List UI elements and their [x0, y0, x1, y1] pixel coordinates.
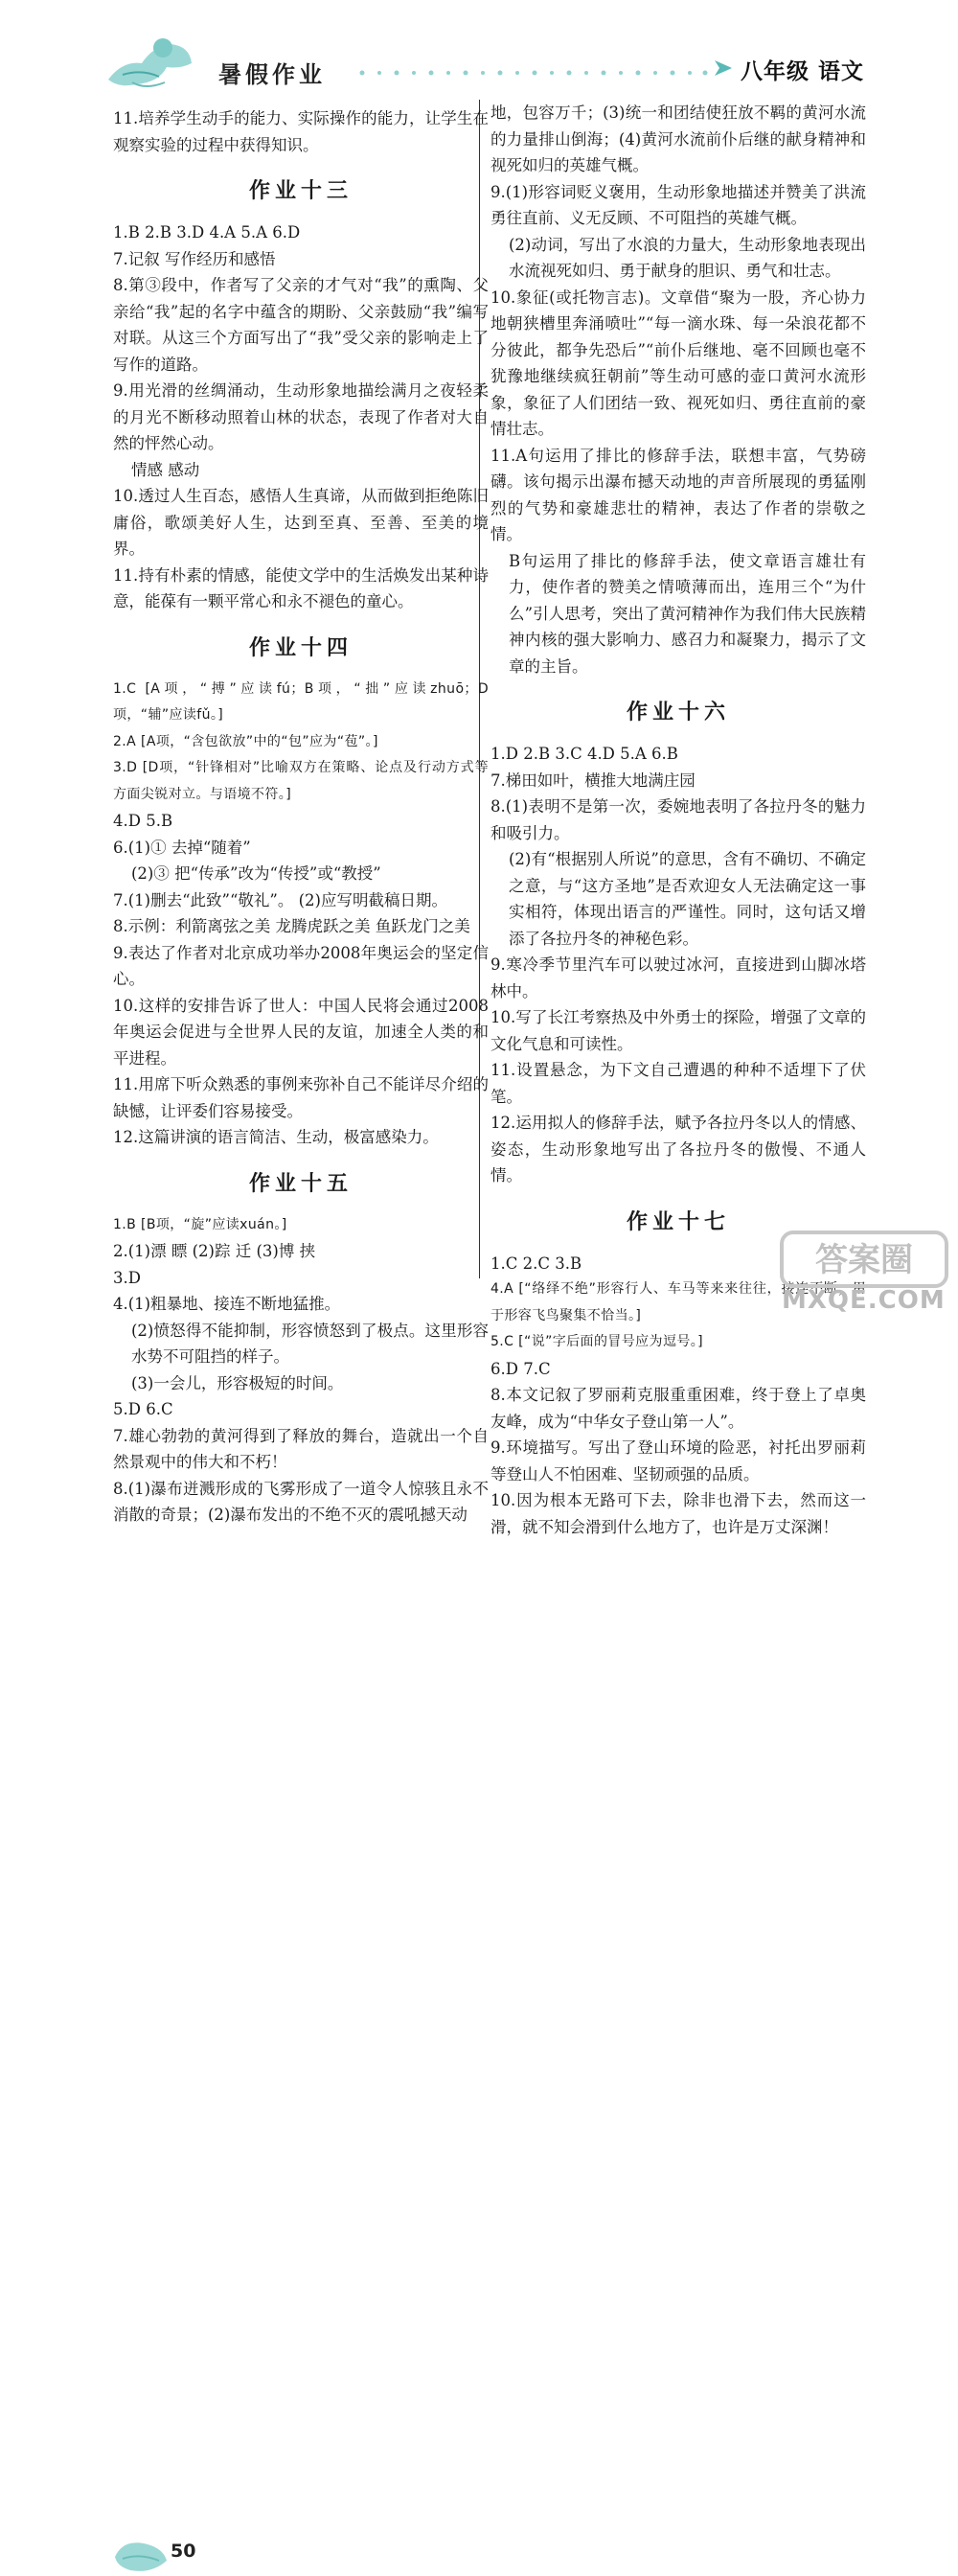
answer-line: 1.C 2.C 3.B [490, 1254, 582, 1273]
answer-line: 1.B 2.B 3.D 4.A 5.A 6.D [113, 223, 301, 242]
answer-line: 6.(1)① 去掉“随着” [113, 838, 251, 857]
answer-line: 7.(1)删去“此致”“敬礼”。 (2)应写明截稿日期。 [113, 890, 447, 909]
answer-line: 4.D 5.B [113, 812, 173, 830]
answer-line: 9.用光滑的丝绸涌动，生动形象地描绘满月之夜轻柔的月光不断移动照着山林的状态，表现了作者对大自然的怦然心动。 [113, 381, 489, 452]
watermark-text: 答案圈 [815, 1241, 913, 1279]
answer-line: 10.因为根本无路可下去，除非也滑下去，然而这一滑，就不知会滑到什么地方了，也许是万丈深渊！ [490, 1491, 866, 1536]
answer-line: 4.A [“络绎不绝”形容行人、车马等来来往往，接连不断，用于形容飞鸟聚集不恰当。] [490, 1281, 866, 1323]
answer-line: 9.表达了作者对北京成功举办2008年奥运会的坚定信心。 [113, 943, 489, 988]
answer-line: 8.本文记叙了罗丽莉克服重重困难，终于登上了卓奥友峰，成为“中华女子登山第一人”。 [490, 1386, 866, 1431]
answer-line: 7.雄心勃勃的黄河得到了释放的舞台，造就出一个自然景观中的伟大和不朽！ [113, 1426, 489, 1471]
answer-line: 情感 感动 [131, 460, 200, 479]
answer-line: 5.C [“说”字后面的冒号应为逗号。] [490, 1334, 704, 1349]
answer-line: 8.第③段中，作者写了父亲的才气对“我”的熏陶、父亲给“我”起的名字中蕴含的期盼、父亲鼓励“我”编写对联。从这三个方面写出了“我”受父亲的影响走上了写作的道路。 [113, 276, 489, 374]
answer-line: 6.D 7.C [490, 1359, 551, 1378]
answer-line: 5.D 6.C [113, 1400, 173, 1418]
answer-line: 8.(1)瀑布迸溅形成的飞雾形成了一道令人惊骇且永不消散的奇景；(2)瀑布发出的不绝不灭的震吼撼天动 [113, 1479, 489, 1524]
answer-line: (2)有“根据别人所说”的意思，含有不确切、不确定之意，与“这方圣地”是否欢迎女人无法确定这一事实相符，体现出语言的严谨性。同时，这句话又增添了各拉丹冬的神秘色彩。 [509, 850, 866, 948]
answer-line: 3.D [D项，“针锋相对”比喻双方在策略、论点及行动方式等方面尖锐对立。与语境不符。] [113, 760, 489, 802]
page-number: 50 [171, 2541, 196, 2562]
answer-line: 11.培养学生动手的能力、实际操作的能力，让学生在观察实验的过程中获得知识。 [113, 109, 489, 154]
answer-line: 地，包容万千；(3)统一和团结使狂放不羁的黄河水流的力量排山倒海；(4)黄河水流前仆后继的献身精神和视死如归的英雄气概。 [490, 104, 866, 174]
answer-line: (2)动词，写出了水浪的力量大，生动形象地表现出水流视死如归、勇于献身的胆识、勇气和壮志。 [509, 235, 866, 280]
answer-line: 7.记叙 写作经历和感悟 [113, 249, 276, 268]
answer-line: 10.透过人生百态，感悟人生真谛，从而做到拒绝陈旧庸俗，歌颂美好人生，达到至真、至善、至美的境界。 [113, 487, 489, 558]
answer-line: 9.寒冷季节里汽车可以驶过冰河，直接进到山脚冰塔林中。 [490, 955, 866, 1000]
answer-line: 10.象征(或托物言志)。文章借“聚为一股，齐心协力地朝狭槽里奔涌喷吐”“每一滴水珠、每一朵浪花都不分彼此，都争先恐后”“前仆后继地、毫不回顾也毫不犹豫地继续疯狂朝前”等生动可感的壶口黄河水流形象，象征了人们团结一致、视死如归、勇往直前的豪情壮志。 [490, 288, 866, 438]
decorative-leaf-icon [113, 2538, 171, 2576]
answer-line: 11.持有朴素的情感，能使文学中的生活焕发出某种诗意，能葆有一颗平常心和永不褪色的童心。 [113, 565, 489, 610]
answer-line: 12.这篇讲演的语言简洁、生动，极富感染力。 [113, 1128, 439, 1146]
answer-line: 12.运用拟人的修辞手法，赋予各拉丹冬以人的情感、姿态，生动形象地写出了各拉丹冬的傲慢、不通人情。 [490, 1114, 866, 1184]
section-heading: 作业十六 [626, 701, 730, 724]
right-column [490, 100, 866, 1540]
answer-line: (2)③ 把“传承”改为“传授”或“教授” [131, 864, 381, 883]
answer-line: 2.(1)漂 瞟 (2)踪 迁 (3)博 挟 [113, 1242, 316, 1260]
answer-line: B句运用了排比的修辞手法，使文章语言雄壮有力，使作者的赞美之情喷薄而出，连用三个“为什么”引人思考，突出了黄河精神作为我们伟大民族精神内核的强大影响力、感召力和凝聚力，揭示了文章的主旨。 [509, 551, 866, 676]
section-heading: 作业十七 [626, 1209, 730, 1234]
workbook-title: 暑假作业 [218, 60, 326, 88]
answer-line: (3)一会儿，形容极短的时间。 [131, 1373, 344, 1392]
answer-line: 1.C [A项，“搏”应读fú；B项，“拙”应读zhuō；D项，“辅”应读fǔ。] [113, 680, 489, 723]
answer-line: 1.D 2.B 3.C 4.D 5.A 6.B [490, 745, 678, 763]
answer-line: 1.B [B项，“旋”应读xuán。] [113, 1216, 287, 1232]
cartoon-logo-icon [103, 27, 199, 94]
answer-line: 11.用席下听众熟悉的事例来弥补自己不能详尽介绍的缺憾，让评委们容易接受。 [113, 1075, 489, 1120]
answer-line: 9.环境描写。写出了登山环境的险恶，衬托出罗丽莉等登山人不怕困难、坚韧顽强的品质。 [490, 1438, 866, 1484]
page-header [0, 0, 958, 96]
answer-line: 7.梯田如叶，横推大地满庄园 [490, 770, 696, 790]
section-heading: 作业十五 [248, 1171, 353, 1196]
answer-line: 8.示例：利箭离弦之美 龙腾虎跃之美 鱼跃龙门之美 [113, 917, 470, 935]
section-heading: 作业十三 [248, 179, 353, 203]
answer-line: 10.写了长江考察热及中外勇士的探险，增强了文章的文化气息和可读性。 [490, 1008, 866, 1053]
answer-line: 2.A [A项，“含包欲放”中的“包”应为“苞”。] [113, 733, 378, 749]
answer-line: 11.设置悬念，为下文自己遭遇的种种不适埋下了伏笔。 [490, 1061, 866, 1106]
answer-line: 3.D [113, 1268, 141, 1287]
answer-line: 4.(1)粗暴地、接连不断地猛推。 [113, 1295, 341, 1313]
answer-line: 8.(1)表明不是第一次，委婉地表明了各拉丹冬的魅力和吸引力。 [490, 797, 866, 842]
answer-line: (2)愤怒得不能抑制，形容愤怒到了极点。这里形容水势不可阻挡的样子。 [131, 1321, 489, 1366]
answer-line: 9.(1)形容词贬义褒用，生动形象地描述并赞美了洪流勇往直前、义无反顾、不可阻挡的英雄气概。 [490, 182, 866, 227]
answer-line: 11.A句运用了排比的修辞手法，联想丰富，气势磅礴。该句揭示出瀑布撼天动地的声音所展现的勇猛刚烈的气势和豪雄悲壮的精神，表达了作者的崇敬之情。 [490, 446, 866, 543]
section-heading: 作业十四 [248, 635, 353, 660]
decorative-dots [356, 67, 711, 79]
arrow-icon [713, 58, 734, 79]
watermark-url: MXQE.COM [782, 1286, 946, 1315]
answer-line: 10.这样的安排告诉了世人：中国人民将会通过2008年奥运会促进与全世界人民的友谊，加速全人类的和平进程。 [113, 996, 489, 1068]
grade-subject: 八年级 语文 [741, 58, 865, 84]
